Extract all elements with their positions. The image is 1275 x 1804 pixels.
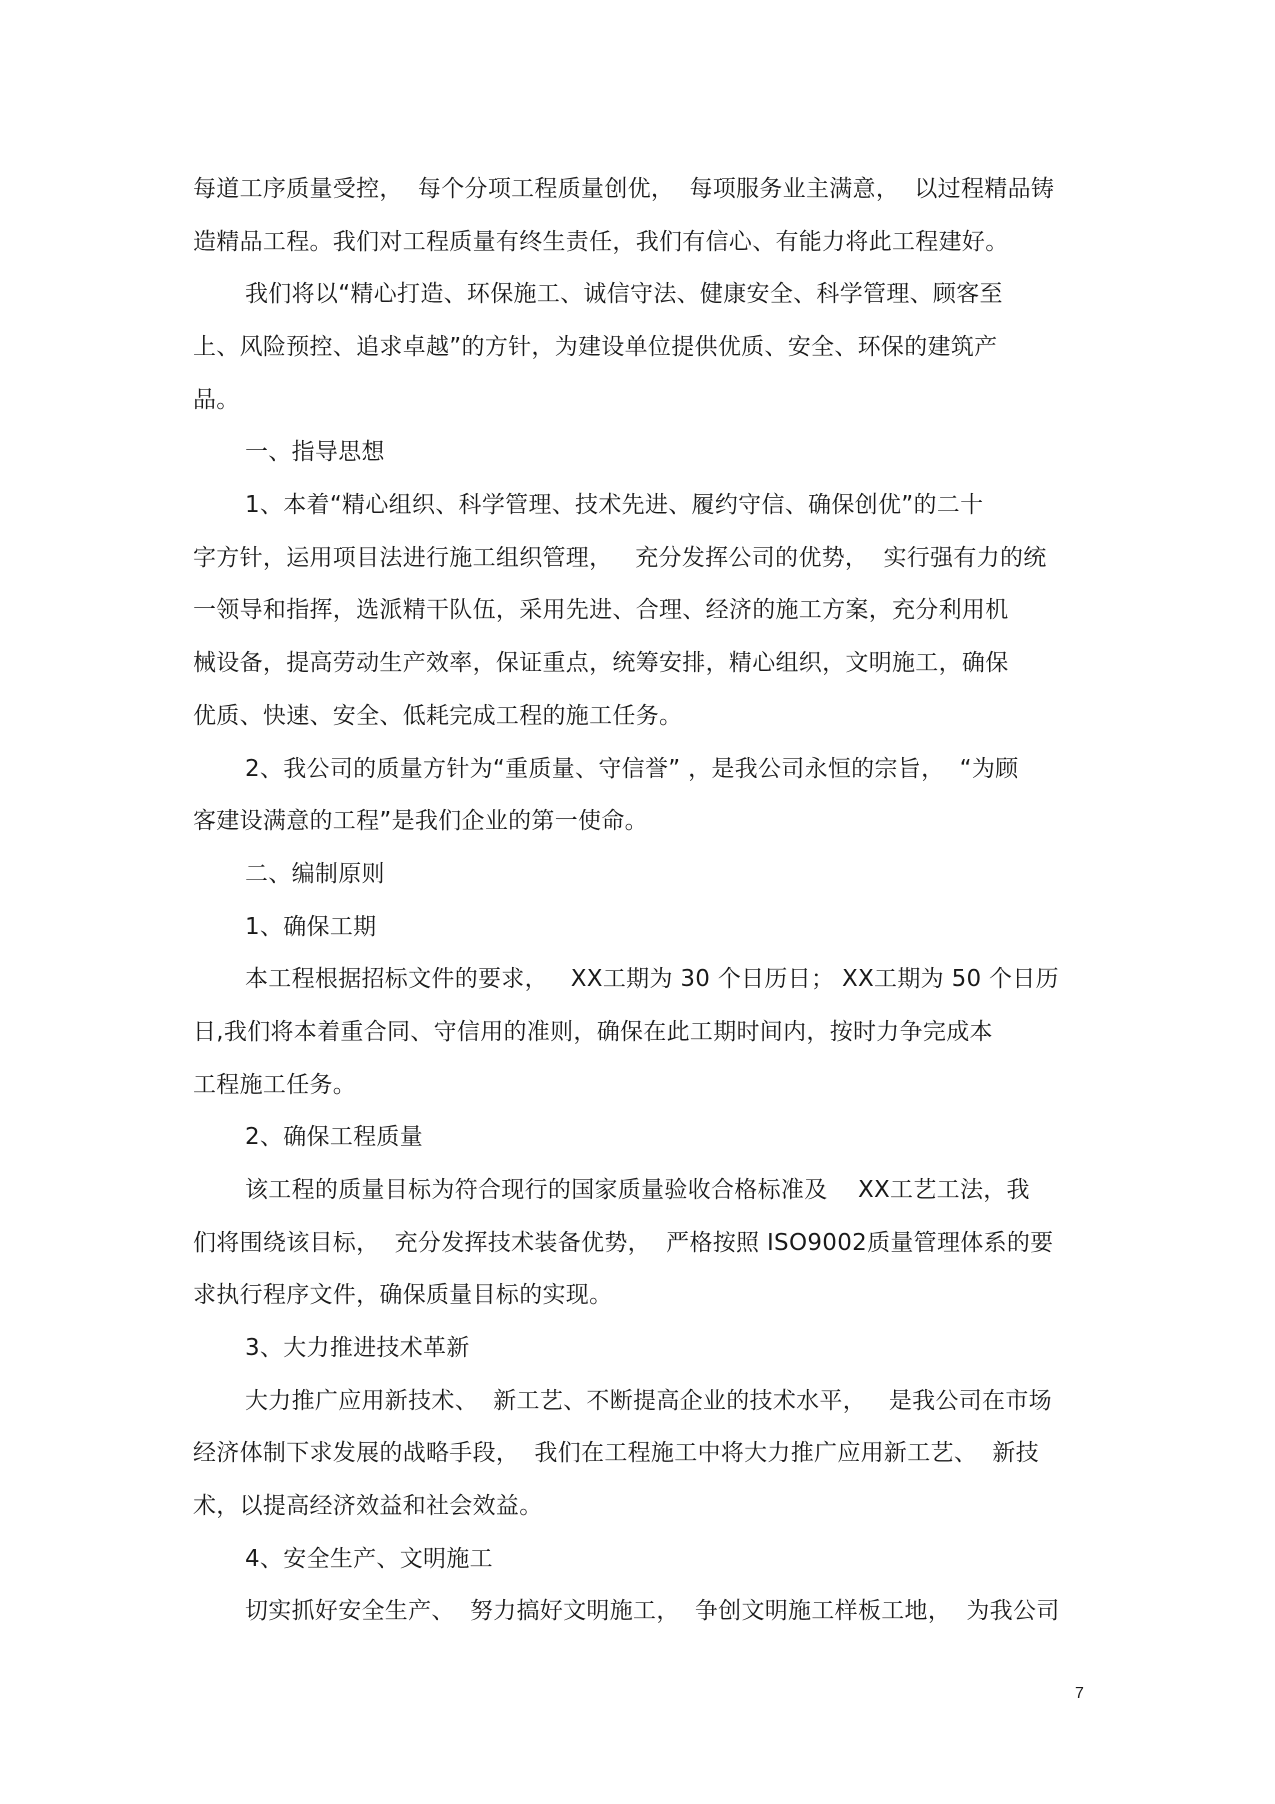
- body-text-line: 1、本着“精心组织、科学管理、技术先进、履约守信、确保创优”的二十: [245, 492, 984, 518]
- subsection-heading: 3、大力推进技术革新: [245, 1335, 470, 1361]
- page-number: 7: [1075, 1685, 1084, 1702]
- subsection-heading: 4、安全生产、文明施工: [245, 1546, 493, 1572]
- body-text-line: 客建设满意的工程”是我们企业的第一使命。: [193, 808, 648, 834]
- body-text-line: 该工程的质量目标为符合现行的国家质量验收合格标准及 XX工艺工法，我: [245, 1177, 1030, 1203]
- body-text-line: 上、风险预控、追求卓越”的方针，为建设单位提供优质、安全、环保的建筑产: [193, 334, 998, 360]
- body-text-line: 经济体制下求发展的战略手段， 我们在工程施工中将大力推广应用新工艺、 新技: [193, 1440, 1039, 1466]
- body-text-line: 造精品工程。我们对工程质量有终生责任，我们有信心、有能力将此工程建好。: [193, 229, 1009, 255]
- body-text-line: 械设备，提高劳动生产效率，保证重点，统筹安排，精心组织，文明施工，确保: [193, 650, 1009, 676]
- body-text-line: 们将围绕该目标， 充分发挥技术装备优势， 严格按照 ISO9002质量管理体系的要: [193, 1230, 1054, 1256]
- body-text-line: 本工程根据招标文件的要求， XX工期为 30 个日历日； XX工期为 50 个日历: [245, 966, 1059, 992]
- subsection-heading: 1、确保工期: [245, 914, 377, 940]
- body-text-line: 工程施工任务。: [193, 1072, 357, 1098]
- body-text-line: 切实抓好安全生产、 努力搞好文明施工， 争创文明施工样板工地， 为我公司: [245, 1598, 1060, 1624]
- body-text-line: 大力推广应用新技术、 新工艺、不断提高企业的技术水平， 是我公司在市场: [245, 1388, 1052, 1414]
- section-heading: 二、编制原则: [245, 861, 385, 887]
- body-text-line: 日,我们将本着重合同、守信用的准则，确保在此工期时间内，按时力争完成本: [193, 1019, 993, 1045]
- body-text-line: 术，以提高经济效益和社会效益。: [193, 1493, 543, 1519]
- body-text-line: 我们将以“精心打造、环保施工、诚信守法、健康安全、科学管理、顾客至: [245, 281, 1003, 307]
- body-text-line: 字方针，运用项目法进行施工组织管理， 充分发挥公司的优势， 实行强有力的统: [193, 545, 1047, 571]
- body-text-line: 每道工序质量受控， 每个分项工程质量创优， 每项服务业主满意， 以过程精品铸: [193, 176, 1055, 202]
- body-text-line: 求执行程序文件，确保质量目标的实现。: [193, 1282, 613, 1308]
- body-text-line: 优质、快速、安全、低耗完成工程的施工任务。: [193, 703, 683, 729]
- section-heading: 一、指导思想: [245, 439, 385, 465]
- body-text-line: 2、我公司的质量方针为“重质量、守信誉” ，是我公司永恒的宗旨， “为顾: [245, 756, 1019, 782]
- subsection-heading: 2、确保工程质量: [245, 1124, 424, 1150]
- body-text-line: 一领导和指挥，选派精干队伍，采用先进、合理、经济的施工方案，充分利用机: [193, 597, 1009, 623]
- body-text-line: 品。: [193, 387, 240, 413]
